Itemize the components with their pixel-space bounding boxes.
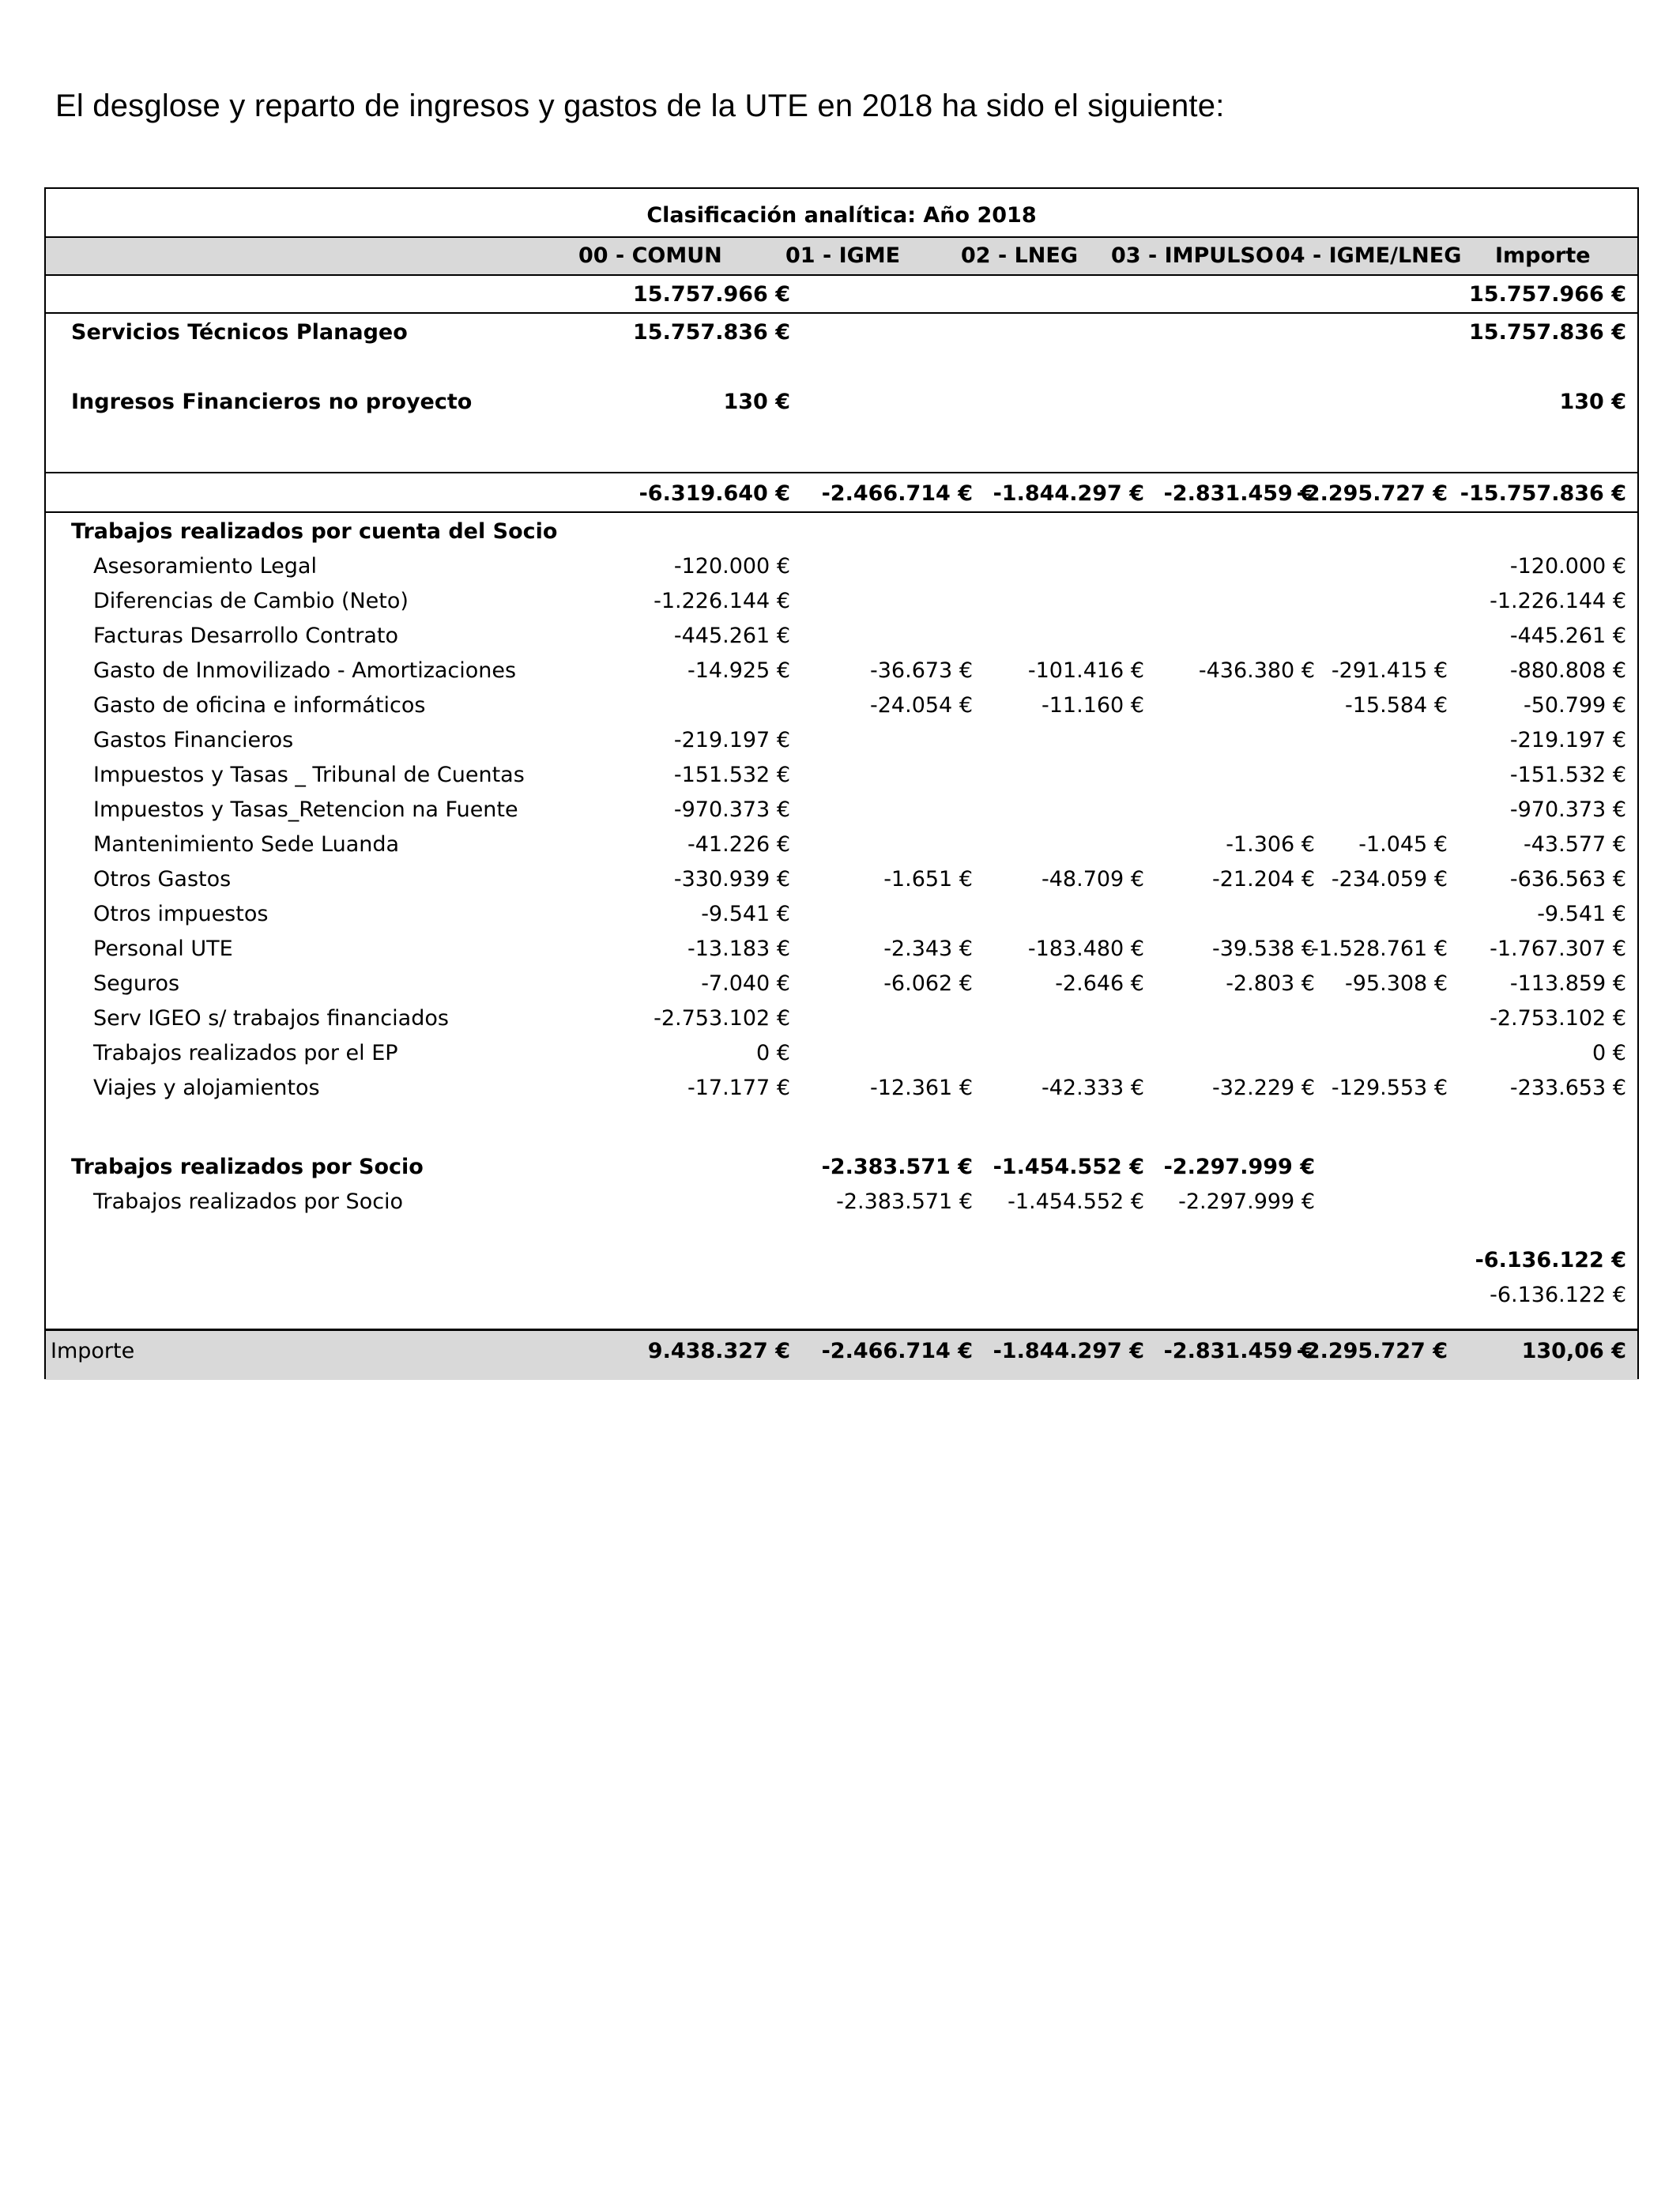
row-value-comun: 15.757.836 € <box>633 320 790 345</box>
footer-igme: -2.466.714 € <box>821 1339 973 1363</box>
row-value-importe: -1.767.307 € <box>1490 937 1626 961</box>
row-value-igme: -36.673 € <box>870 658 973 683</box>
table-row <box>46 584 1637 619</box>
row-value-comun: -14.925 € <box>687 658 790 683</box>
row-value-igme: -6.062 € <box>883 971 973 996</box>
row-value-lneg: -2.646 € <box>1055 971 1144 996</box>
row-value-importe: -113.859 € <box>1509 971 1626 996</box>
expense-total-igme-lneg: -2.295.727 € <box>1296 481 1448 506</box>
expense-total-igme: -2.466.714 € <box>821 481 973 506</box>
row-label: Seguros <box>93 971 180 996</box>
table-row <box>46 967 1637 1001</box>
row-value-importe: 130 € <box>1559 390 1626 414</box>
table-row <box>46 1278 1637 1313</box>
row-label: Impuestos y Tasas_Retencion na Fuente <box>93 797 518 822</box>
row-value-comun: -120.000 € <box>673 554 790 579</box>
row-label: Serv IGEO s/ trabajos financiados <box>93 1006 449 1031</box>
footer-impulso: -2.831.459 € <box>1163 1339 1315 1363</box>
row-value-comun: -13.183 € <box>687 937 790 961</box>
row-value-comun: -9.541 € <box>701 902 790 926</box>
expense-total-impulso: -2.831.459 € <box>1163 481 1315 506</box>
group-heading-row <box>46 1150 1637 1185</box>
row-label: Personal UTE <box>93 937 233 961</box>
table-header <box>46 236 1637 276</box>
extra-importe: -6.136.122 € <box>1490 1283 1626 1307</box>
group-total-igme: -2.383.571 € <box>821 1155 973 1179</box>
row-value-importe: -43.577 € <box>1524 832 1626 857</box>
table-row <box>46 1036 1637 1071</box>
row-label: Otros Gastos <box>93 867 232 892</box>
row-value-lneg: -1.454.552 € <box>1008 1189 1144 1214</box>
row-value-importe: -636.563 € <box>1509 867 1626 892</box>
income-total-comun: 15.757.966 € <box>633 282 790 307</box>
row-value-comun: -41.226 € <box>687 832 790 857</box>
row-value-impulso: -2.297.999 € <box>1178 1189 1315 1214</box>
table-row <box>46 897 1637 932</box>
footer-importe: 130,06 € <box>1521 1339 1626 1363</box>
analytic-table <box>44 187 1639 1379</box>
footer-comun: 9.438.327 € <box>647 1339 790 1363</box>
row-label: Ingresos Financieros no proyecto <box>71 390 473 414</box>
footer-lneg: -1.844.297 € <box>993 1339 1144 1363</box>
row-value-importe: -120.000 € <box>1509 554 1626 579</box>
table-row <box>46 385 1637 420</box>
row-value-comun: -7.040 € <box>701 971 790 996</box>
table-row <box>46 758 1637 793</box>
row-value-importe: -219.197 € <box>1509 728 1626 752</box>
row-value-importe: 15.757.836 € <box>1469 320 1626 345</box>
row-value-igme-lneg: -1.528.761 € <box>1311 937 1448 961</box>
row-label: Gastos Financieros <box>93 728 294 752</box>
row-value-igme: -24.054 € <box>870 693 973 718</box>
row-value-lneg: -11.160 € <box>1042 693 1144 718</box>
row-value-igme-lneg: -234.059 € <box>1331 867 1448 892</box>
row-label: Trabajos realizados por Socio <box>93 1189 404 1214</box>
group-total-impulso: -2.297.999 € <box>1163 1155 1315 1179</box>
row-value-comun: -151.532 € <box>673 763 790 787</box>
row-value-igme-lneg: -95.308 € <box>1345 971 1448 996</box>
row-value-comun: -2.753.102 € <box>654 1006 790 1031</box>
expense-total-comun: -6.319.640 € <box>638 481 790 506</box>
footer-label: Importe <box>51 1339 135 1363</box>
intro-text: El desglose y reparto de ingresos y gastos de la UTE en 2018 ha sido el siguiente: <box>55 89 1225 123</box>
group-total-lneg: -1.454.552 € <box>993 1155 1144 1179</box>
table-row <box>46 932 1637 967</box>
row-label: Diferencias de Cambio (Neto) <box>93 589 409 613</box>
table-row <box>46 1071 1637 1106</box>
table-row <box>46 827 1637 862</box>
row-value-importe: -1.226.144 € <box>1490 589 1626 613</box>
table-footer <box>46 1329 1637 1380</box>
row-value-igme-lneg: -15.584 € <box>1345 693 1448 718</box>
col-header-igme: 01 - IGME <box>785 243 901 268</box>
row-label: Gasto de oficina e informáticos <box>93 693 426 718</box>
table-row <box>46 862 1637 897</box>
row-value-comun: -445.261 € <box>673 624 790 648</box>
table-row <box>46 688 1637 723</box>
col-header-importe: Importe <box>1495 243 1591 268</box>
table-row <box>46 315 1637 350</box>
row-value-comun: -330.939 € <box>673 867 790 892</box>
row-value-importe: -9.541 € <box>1537 902 1626 926</box>
row-value-igme: -2.383.571 € <box>836 1189 973 1214</box>
row-label: Servicios Técnicos Planageo <box>71 320 408 345</box>
table-row <box>46 619 1637 654</box>
extra-importe-bold: -6.136.122 € <box>1475 1248 1626 1272</box>
col-header-comun: 00 - COMUN <box>578 243 722 268</box>
row-value-lneg: -42.333 € <box>1042 1076 1144 1100</box>
row-value-igme-lneg: -1.045 € <box>1358 832 1448 857</box>
row-label: Otros impuestos <box>93 902 269 926</box>
table-title: Clasificación analítica: Año 2018 <box>646 203 1037 228</box>
expense-total-lneg: -1.844.297 € <box>993 481 1144 506</box>
row-value-impulso: -2.803 € <box>1226 971 1315 996</box>
row-value-igme-lneg: -129.553 € <box>1331 1076 1448 1100</box>
row-label: Mantenimiento Sede Luanda <box>93 832 400 857</box>
row-value-lneg: -101.416 € <box>1027 658 1144 683</box>
row-value-impulso: -39.538 € <box>1212 937 1315 961</box>
row-value-comun: -219.197 € <box>673 728 790 752</box>
row-value-importe: -970.373 € <box>1509 797 1626 822</box>
table-row <box>46 654 1637 688</box>
row-value-comun: 130 € <box>723 390 790 414</box>
row-value-igme-lneg: -291.415 € <box>1331 658 1448 683</box>
row-value-importe: -233.653 € <box>1509 1076 1626 1100</box>
table-row <box>46 793 1637 827</box>
divider <box>46 511 1637 513</box>
row-value-comun: -1.226.144 € <box>654 589 790 613</box>
table-row <box>46 1243 1637 1278</box>
table-row <box>46 1001 1637 1036</box>
row-value-comun: 0 € <box>756 1041 790 1065</box>
divider <box>46 472 1637 473</box>
col-header-igme-lneg: 04 - IGME/LNEG <box>1275 243 1462 268</box>
row-label: Asesoramiento Legal <box>93 554 317 579</box>
row-value-comun: -970.373 € <box>673 797 790 822</box>
row-value-importe: -151.532 € <box>1509 763 1626 787</box>
row-value-importe: -445.261 € <box>1509 624 1626 648</box>
row-value-igme: -12.361 € <box>870 1076 973 1100</box>
expense-total-row <box>46 475 1637 510</box>
row-label: Trabajos realizados por el EP <box>93 1041 398 1065</box>
group-heading-row <box>46 515 1637 549</box>
table-row <box>46 549 1637 584</box>
col-header-impulso: 03 - IMPULSO <box>1111 243 1274 268</box>
table-row <box>46 723 1637 758</box>
row-value-igme: -1.651 € <box>883 867 973 892</box>
income-total-row <box>46 276 1637 311</box>
row-value-impulso: -436.380 € <box>1198 658 1315 683</box>
row-value-importe: 0 € <box>1592 1041 1626 1065</box>
table-row <box>46 1185 1637 1220</box>
row-value-comun: -17.177 € <box>687 1076 790 1100</box>
row-label: Facturas Desarrollo Contrato <box>93 624 399 648</box>
row-value-igme: -2.343 € <box>883 937 973 961</box>
group-heading: Trabajos realizados por cuenta del Socio <box>71 519 558 544</box>
row-value-importe: -2.753.102 € <box>1490 1006 1626 1031</box>
row-label: Gasto de Inmovilizado - Amortizaciones <box>93 658 517 683</box>
expense-total-importe: -15.757.836 € <box>1460 481 1626 506</box>
row-label: Viajes y alojamientos <box>93 1076 320 1100</box>
col-header-lneg: 02 - LNEG <box>961 243 1078 268</box>
row-value-lneg: -48.709 € <box>1042 867 1144 892</box>
row-label: Impuestos y Tasas _ Tribunal de Cuentas <box>93 763 525 787</box>
divider <box>46 312 1637 314</box>
row-value-lneg: -183.480 € <box>1027 937 1144 961</box>
row-value-impulso: -21.204 € <box>1212 867 1315 892</box>
row-value-impulso: -32.229 € <box>1212 1076 1315 1100</box>
income-total-importe: 15.757.966 € <box>1469 282 1626 307</box>
row-value-importe: -50.799 € <box>1524 693 1626 718</box>
footer-igme-lneg: -2.295.727 € <box>1296 1339 1448 1363</box>
row-value-importe: -880.808 € <box>1509 658 1626 683</box>
group-heading: Trabajos realizados por Socio <box>71 1155 424 1179</box>
row-value-impulso: -1.306 € <box>1226 832 1315 857</box>
table-title-row <box>46 197 1637 233</box>
